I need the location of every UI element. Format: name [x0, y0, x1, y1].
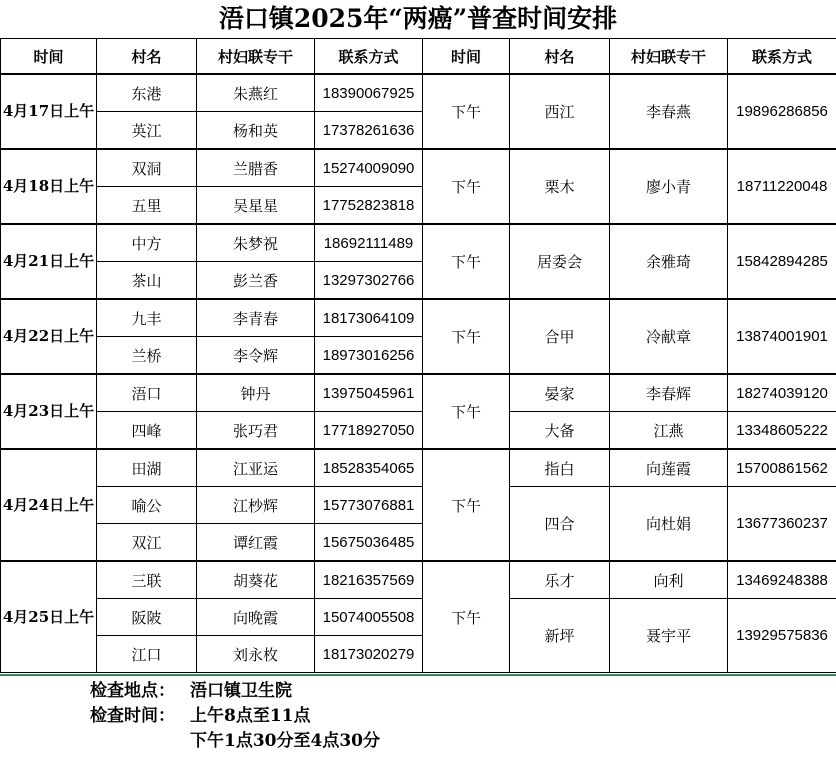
village-cell: 东港 — [97, 74, 197, 112]
time-am-value: 上午8点至11点 — [190, 704, 311, 728]
pm-village-cell: 指白 — [510, 449, 610, 487]
date-cell: 4月18日上午 — [1, 149, 97, 224]
header-village-am: 村名 — [97, 39, 197, 75]
afternoon-cell: 下午 — [423, 149, 510, 224]
pm-village-cell: 新坪 — [510, 599, 610, 673]
pm-phone-cell: 18711220048 — [728, 149, 836, 224]
phone-cell: 18973016256 — [315, 337, 423, 375]
pm-village-cell: 合甲 — [510, 299, 610, 374]
afternoon-cell: 下午 — [423, 299, 510, 374]
phone-cell: 15074005508 — [315, 599, 423, 636]
header-village-pm: 村名 — [510, 39, 610, 75]
village-cell: 双洞 — [97, 149, 197, 187]
phone-cell: 18173064109 — [315, 299, 423, 337]
pm-village-cell: 西江 — [510, 74, 610, 149]
table-row — [1, 74, 836, 112]
officer-cell: 兰腊香 — [197, 149, 315, 187]
phone-cell: 18216357569 — [315, 561, 423, 599]
table-row — [1, 449, 836, 487]
pm-officer-cell: 余雅琦 — [610, 224, 728, 299]
location-line — [90, 679, 175, 703]
pm-officer-cell: 廖小青 — [610, 149, 728, 224]
pm-officer-cell: 向杜娟 — [610, 487, 728, 562]
header-phone-pm: 联系方式 — [728, 39, 836, 75]
location-label: 检查地点： — [90, 681, 175, 701]
officer-cell: 胡葵花 — [197, 561, 315, 599]
village-cell: 阪陂 — [97, 599, 197, 636]
village-cell: 茶山 — [97, 262, 197, 300]
exam-info — [0, 674, 836, 757]
header-officer-am: 村妇联专干 — [197, 39, 315, 75]
table-row — [1, 224, 836, 262]
officer-cell: 江杪辉 — [197, 487, 315, 524]
pm-village-cell: 栗木 — [510, 149, 610, 224]
pm-village-cell: 晏家 — [510, 374, 610, 412]
phone-cell: 18692111489 — [315, 224, 423, 262]
afternoon-cell: 下午 — [423, 224, 510, 299]
date-cell: 4月22日上午 — [1, 299, 97, 374]
officer-cell: 江亚运 — [197, 449, 315, 487]
village-cell: 浯口 — [97, 374, 197, 412]
phone-cell: 15773076881 — [315, 487, 423, 524]
village-cell: 三联 — [97, 561, 197, 599]
pm-phone-cell: 15700861562 — [728, 449, 836, 487]
officer-cell: 张巧君 — [197, 412, 315, 450]
time-label: 检查时间： — [90, 706, 175, 726]
table-row — [1, 374, 836, 412]
officer-cell: 向晚霞 — [197, 599, 315, 636]
pm-officer-cell: 李春燕 — [610, 74, 728, 149]
phone-cell: 13297302766 — [315, 262, 423, 300]
officer-cell: 李青春 — [197, 299, 315, 337]
phone-cell: 17718927050 — [315, 412, 423, 450]
pm-phone-cell: 13929575836 — [728, 599, 836, 673]
phone-cell: 18528354065 — [315, 449, 423, 487]
phone-cell: 18390067925 — [315, 74, 423, 112]
village-cell: 江口 — [97, 636, 197, 673]
schedule-body — [1, 39, 836, 673]
table-row — [1, 412, 836, 450]
phone-cell: 17378261636 — [315, 112, 423, 150]
officer-cell: 彭兰香 — [197, 262, 315, 300]
schedule-table — [0, 38, 836, 673]
table-row — [1, 561, 836, 599]
pm-officer-cell: 向莲霞 — [610, 449, 728, 487]
officer-cell: 朱梦祝 — [197, 224, 315, 262]
pm-village-cell: 乐才 — [510, 561, 610, 599]
village-cell: 四峰 — [97, 412, 197, 450]
officer-cell: 刘永枚 — [197, 636, 315, 673]
header-time-pm: 时间 — [423, 39, 510, 75]
officer-cell: 吴星星 — [197, 187, 315, 225]
pm-phone-cell: 18274039120 — [728, 374, 836, 412]
village-cell: 中方 — [97, 224, 197, 262]
table-row — [1, 299, 836, 337]
date-cell: 4月23日上午 — [1, 374, 97, 449]
pm-phone-cell: 13469248388 — [728, 561, 836, 599]
village-cell: 英江 — [97, 112, 197, 150]
village-cell: 五里 — [97, 187, 197, 225]
table-row — [1, 149, 836, 187]
time-pm-value: 下午1点30分至4点30分 — [190, 729, 380, 753]
date-cell: 4月24日上午 — [1, 449, 97, 561]
header-phone-am: 联系方式 — [315, 39, 423, 75]
table-row — [1, 599, 836, 636]
pm-officer-cell: 向利 — [610, 561, 728, 599]
pm-village-cell: 居委会 — [510, 224, 610, 299]
village-cell: 九丰 — [97, 299, 197, 337]
table-row — [1, 487, 836, 524]
afternoon-cell: 下午 — [423, 449, 510, 561]
village-cell: 兰桥 — [97, 337, 197, 375]
officer-cell: 朱燕红 — [197, 74, 315, 112]
phone-cell: 13975045961 — [315, 374, 423, 412]
phone-cell: 18173020279 — [315, 636, 423, 673]
village-cell: 田湖 — [97, 449, 197, 487]
header-row — [1, 39, 836, 75]
phone-cell: 15274009090 — [315, 149, 423, 187]
location-value: 浯口镇卫生院 — [190, 679, 292, 703]
pm-officer-cell: 聂宇平 — [610, 599, 728, 673]
pm-officer-cell: 冷献章 — [610, 299, 728, 374]
pm-village-cell: 大备 — [510, 412, 610, 450]
officer-cell: 杨和英 — [197, 112, 315, 150]
pm-phone-cell: 13677360237 — [728, 487, 836, 562]
date-cell: 4月17日上午 — [1, 74, 97, 149]
date-cell: 4月21日上午 — [1, 224, 97, 299]
pm-officer-cell: 江燕 — [610, 412, 728, 450]
officer-cell: 钟丹 — [197, 374, 315, 412]
afternoon-cell: 下午 — [423, 374, 510, 449]
pm-phone-cell: 19896286856 — [728, 74, 836, 149]
pm-officer-cell: 李春辉 — [610, 374, 728, 412]
pm-village-cell: 四合 — [510, 487, 610, 562]
time-line-am — [90, 704, 175, 728]
pm-phone-cell: 13348605222 — [728, 412, 836, 450]
village-cell: 喻公 — [97, 487, 197, 524]
pm-phone-cell: 13874001901 — [728, 299, 836, 374]
officer-cell: 李令辉 — [197, 337, 315, 375]
phone-cell: 15675036485 — [315, 524, 423, 562]
afternoon-cell: 下午 — [423, 74, 510, 149]
pm-phone-cell: 15842894285 — [728, 224, 836, 299]
officer-cell: 谭红霞 — [197, 524, 315, 562]
phone-cell: 17752823818 — [315, 187, 423, 225]
afternoon-cell: 下午 — [423, 561, 510, 673]
header-officer-pm: 村妇联专干 — [610, 39, 728, 75]
header-time-am: 时间 — [1, 39, 97, 75]
page-title: 浯口镇2025年“两癌”普查时间安排 — [0, 0, 836, 38]
date-cell: 4月25日上午 — [1, 561, 97, 673]
village-cell: 双江 — [97, 524, 197, 562]
